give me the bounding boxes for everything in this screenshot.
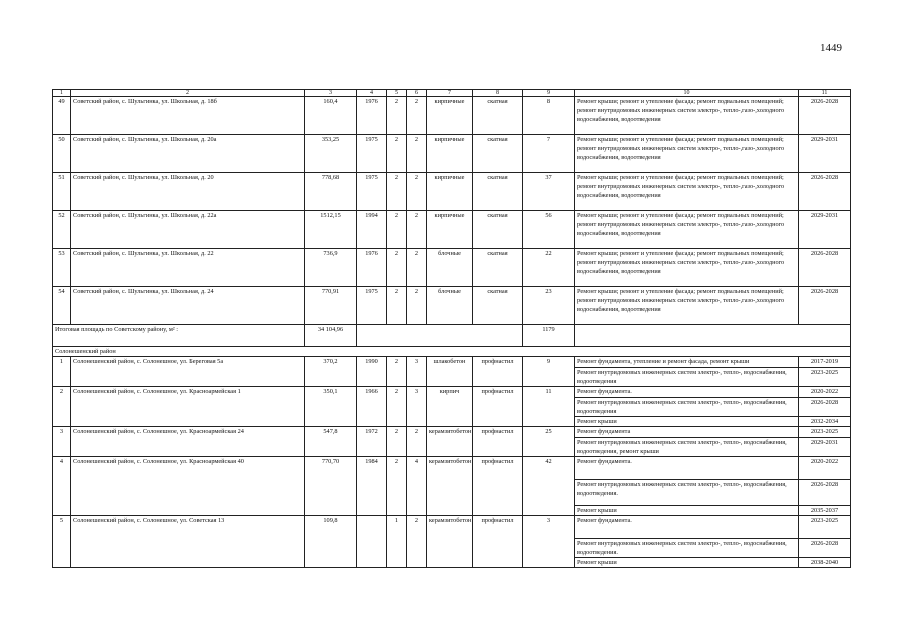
cell-works: Ремонт крыши; ремонт и утепление фасада; ремонт подвальных помещений; ремонт внутридомовых инженерных систем электро-, тепло-,газо-,холодного водоснабжения, водоотведения	[575, 97, 799, 135]
cell-walls: блочные	[427, 287, 473, 325]
cell-c6: 2	[407, 97, 427, 135]
cell-works: Ремонт внутридомовых инженерных систем электро-, тепло-, водоснабжения, водоотведения	[575, 368, 799, 387]
cell-works: Ремонт внутридомовых инженерных систем электро-, тепло-, водоснабжения, водоотведения.	[575, 539, 799, 558]
cell-works: Ремонт фундамента.	[575, 387, 799, 398]
table-row	[53, 211, 851, 249]
cell-area: 160,4	[305, 97, 357, 135]
cell-works: Ремонт внутридомовых инженерных систем электро-, тепло-, водоснабжения, водоотведения.	[575, 480, 799, 506]
cell-n: 50	[53, 135, 71, 173]
cell-address: Советский район, с. Шульгинка, ул. Школьная, д. 24	[71, 287, 305, 325]
cell-c5: 2	[387, 457, 407, 516]
cell-c5: 2	[387, 427, 407, 457]
cell-walls: блочные	[427, 249, 473, 287]
cell-works: Ремонт внутридомовых инженерных систем электро-, тепло-, водоснабжения, водоотведения	[575, 398, 799, 417]
cell-roof: скатная	[473, 173, 523, 211]
table-row	[53, 387, 851, 398]
cell-area: 778,68	[305, 173, 357, 211]
cell-c9: 8	[523, 97, 575, 135]
cell-period: 2029-2031	[799, 211, 851, 249]
cell-works: Ремонт крыши; ремонт и утепление фасада; ремонт подвальных помещений; ремонт внутридомовых инженерных систем электро-, тепло-,газо-,холодного водоснабжения, водоотведения	[575, 173, 799, 211]
total-c9: 1179	[523, 325, 575, 347]
header-row	[53, 90, 851, 97]
cell-c9: 22	[523, 249, 575, 287]
cell-c9: 37	[523, 173, 575, 211]
cell-c5: 2	[387, 287, 407, 325]
cell-roof: скатная	[473, 249, 523, 287]
cell-c6: 4	[407, 457, 427, 516]
cell-n: 3	[53, 427, 71, 457]
cell-walls: шлакобетон	[427, 357, 473, 387]
region-row	[53, 347, 851, 357]
cell-works: Ремонт крыши	[575, 417, 799, 427]
cell-c9: 23	[523, 287, 575, 325]
table-row	[53, 97, 851, 135]
column-number: 8	[473, 90, 523, 97]
cell-walls: кирпичные	[427, 211, 473, 249]
cell-n: 54	[53, 287, 71, 325]
cell-works: Ремонт внутридомовых инженерных систем электро-, тепло-, водоснабжения, водоотведения, ремонт крыши	[575, 438, 799, 457]
table-row	[53, 135, 851, 173]
cell-c6: 2	[407, 287, 427, 325]
cell-works: Ремонт крыши	[575, 506, 799, 516]
table-row	[53, 287, 851, 325]
cell-area: 1512,15	[305, 211, 357, 249]
cell-area: 736,9	[305, 249, 357, 287]
column-number: 1	[53, 90, 71, 97]
cell-roof: профнастил	[473, 427, 523, 457]
cell-roof: профнастил	[473, 387, 523, 427]
cell-c5: 2	[387, 211, 407, 249]
page-number: 1449	[820, 42, 842, 54]
cell-address: Солонешенский район, с. Солонешное, ул. Советская 13	[71, 516, 305, 568]
cell-year: 1984	[357, 457, 387, 516]
cell-c6: 3	[407, 387, 427, 427]
cell-area: 770,91	[305, 287, 357, 325]
total-label: Итоговая площадь по Советскому району, м² :	[53, 325, 305, 347]
cell-walls: керамзитобетон	[427, 516, 473, 568]
cell-c9: 56	[523, 211, 575, 249]
cell-period: 2026-2028	[799, 287, 851, 325]
cell-walls: керамзитобетон	[427, 457, 473, 516]
column-number: 2	[71, 90, 305, 97]
table-row	[53, 173, 851, 211]
cell-area: 370,2	[305, 357, 357, 387]
cell-works: Ремонт фундамента, утепление и ремонт фасада, ремонт крыши	[575, 357, 799, 368]
cell-c6: 2	[407, 516, 427, 568]
cell-walls: кирпичные	[427, 135, 473, 173]
cell-n: 4	[53, 457, 71, 516]
cell-c6: 2	[407, 427, 427, 457]
cell-works: Ремонт фундамента.	[575, 457, 799, 480]
table-row	[53, 357, 851, 368]
cell-c9: 11	[523, 387, 575, 427]
table-row	[53, 427, 851, 438]
table-cell	[575, 325, 851, 347]
cell-n: 49	[53, 97, 71, 135]
cell-n: 53	[53, 249, 71, 287]
cell-c6: 2	[407, 135, 427, 173]
cell-area: 350,1	[305, 387, 357, 427]
cell-period: 2026-2028	[799, 539, 851, 558]
cell-area: 109,8	[305, 516, 357, 568]
cell-c6: 3	[407, 357, 427, 387]
cell-year: 1990	[357, 357, 387, 387]
cell-address: Советский район, с. Шульгинка, ул. Школьная, д. 22	[71, 249, 305, 287]
cell-n: 5	[53, 516, 71, 568]
cell-address: Солонешенский район, с. Солонешное, ул. Красноармейская 1	[71, 387, 305, 427]
cell-address: Советский район, с. Шульгинка, ул. Школьная, д. 18б	[71, 97, 305, 135]
column-number: 5	[387, 90, 407, 97]
region-title: Солонешенский район	[53, 347, 851, 357]
cell-period: 2035-2037	[799, 506, 851, 516]
cell-works: Ремонт крыши	[575, 558, 799, 568]
cell-c9: 3	[523, 516, 575, 568]
cell-period: 2026-2028	[799, 97, 851, 135]
cell-c5: 2	[387, 173, 407, 211]
cell-walls: керамзитобетон	[427, 427, 473, 457]
column-number: 3	[305, 90, 357, 97]
cell-roof: профнастил	[473, 357, 523, 387]
cell-period: 2026-2028	[799, 398, 851, 417]
cell-year: 1975	[357, 287, 387, 325]
cell-period: 2032-2034	[799, 417, 851, 427]
cell-year	[357, 516, 387, 568]
column-number: 4	[357, 90, 387, 97]
column-number: 7	[427, 90, 473, 97]
cell-works: Ремонт фундамента.	[575, 516, 799, 539]
cell-period: 2029-2031	[799, 135, 851, 173]
cell-year: 1975	[357, 135, 387, 173]
cell-c5: 2	[387, 249, 407, 287]
table-row	[53, 249, 851, 287]
cell-period: 2026-2028	[799, 173, 851, 211]
cell-c9: 9	[523, 357, 575, 387]
table-cell	[357, 325, 523, 347]
cell-c5: 2	[387, 135, 407, 173]
table-row	[53, 516, 851, 539]
cell-address: Солонешенский район, с. Солонешное, ул. Береговая 5а	[71, 357, 305, 387]
cell-n: 52	[53, 211, 71, 249]
cell-area: 353,25	[305, 135, 357, 173]
table-body	[53, 90, 851, 568]
cell-address: Советский район, с. Шульгинка, ул. Школьная, д. 22а	[71, 211, 305, 249]
cell-area: 547,8	[305, 427, 357, 457]
cell-period: 2026-2028	[799, 249, 851, 287]
column-number: 10	[575, 90, 799, 97]
cell-period: 2023-2025	[799, 516, 851, 539]
cell-period: 2023-2025	[799, 368, 851, 387]
cell-address: Солонешенский район, с. Солонешное, ул. Красноармейская 24	[71, 427, 305, 457]
cell-address: Солонешенский район, с. Солонешное, ул. Красноармейская 40	[71, 457, 305, 516]
cell-roof: скатная	[473, 97, 523, 135]
cell-works: Ремонт крыши; ремонт и утепление фасада; ремонт подвальных помещений; ремонт внутридомовых инженерных систем электро-, тепло-,газо-,холодного водоснабжения, водоотведения	[575, 135, 799, 173]
cell-c5: 1	[387, 516, 407, 568]
cell-works: Ремонт крыши; ремонт и утепление фасада; ремонт подвальных помещений; ремонт внутридомовых инженерных систем электро-, тепло-,газо-,холодного водоснабжения, водоотведения	[575, 249, 799, 287]
total-area: 34 104,96	[305, 325, 357, 347]
cell-c9: 25	[523, 427, 575, 457]
cell-works: Ремонт крыши; ремонт и утепление фасада; ремонт подвальных помещений; ремонт внутридомовых инженерных систем электро-, тепло-,газо-,холодного водоснабжения, водоотведения	[575, 287, 799, 325]
cell-address: Советский район, с. Шульгинка, ул. Школьная, д. 20	[71, 173, 305, 211]
cell-c9: 7	[523, 135, 575, 173]
cell-walls: кирпич	[427, 387, 473, 427]
cell-n: 1	[53, 357, 71, 387]
cell-n: 51	[53, 173, 71, 211]
cell-period: 2020-2022	[799, 387, 851, 398]
cell-walls: кирпичные	[427, 97, 473, 135]
column-number: 9	[523, 90, 575, 97]
cell-roof: скатная	[473, 135, 523, 173]
cell-year: 1976	[357, 97, 387, 135]
cell-address: Советский район, с. Шульгинка, ул. Школьная, д. 20а	[71, 135, 305, 173]
cell-period: 2017-2019	[799, 357, 851, 368]
cell-period: 2038-2040	[799, 558, 851, 568]
cell-c6: 2	[407, 173, 427, 211]
cell-works: Ремонт крыши; ремонт и утепление фасада; ремонт подвальных помещений; ремонт внутридомовых инженерных систем электро-, тепло-,газо-,холодного водоснабжения, водоотведения	[575, 211, 799, 249]
cell-c5: 2	[387, 357, 407, 387]
table-row	[53, 457, 851, 480]
cell-period: 2023-2025	[799, 427, 851, 438]
cell-roof: профнастил	[473, 516, 523, 568]
cell-c6: 2	[407, 249, 427, 287]
cell-year: 1975	[357, 173, 387, 211]
cell-c9: 42	[523, 457, 575, 516]
cell-area: 770,70	[305, 457, 357, 516]
cell-c5: 2	[387, 97, 407, 135]
cell-year: 1994	[357, 211, 387, 249]
column-number: 6	[407, 90, 427, 97]
column-number: 11	[799, 90, 851, 97]
cell-period: 2026-2028	[799, 480, 851, 506]
cell-walls: кирпичные	[427, 173, 473, 211]
cell-works: Ремонт фундамента	[575, 427, 799, 438]
cell-period: 2020-2022	[799, 457, 851, 480]
total-row	[53, 325, 851, 347]
cell-roof: скатная	[473, 287, 523, 325]
cell-c5: 2	[387, 387, 407, 427]
cell-roof: профнастил	[473, 457, 523, 516]
cell-roof: скатная	[473, 211, 523, 249]
housing-repair-table	[52, 89, 851, 568]
cell-year: 1976	[357, 249, 387, 287]
cell-c6: 2	[407, 211, 427, 249]
cell-period: 2029-2031	[799, 438, 851, 457]
cell-year: 1966	[357, 387, 387, 427]
cell-year: 1972	[357, 427, 387, 457]
cell-n: 2	[53, 387, 71, 427]
